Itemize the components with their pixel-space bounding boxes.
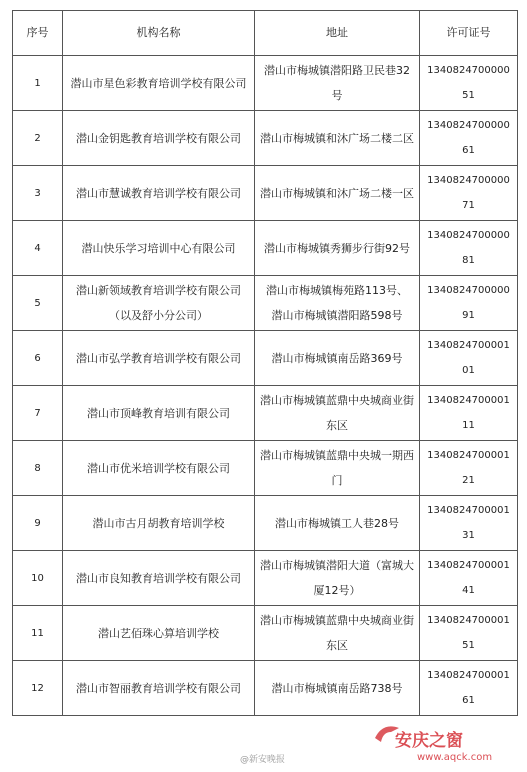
row-address-text: 潜山市梅城镇和沐广场二楼一区 [260,186,414,200]
row-no: 9 [13,496,63,551]
row-license: 134082470000101 [420,331,518,386]
row-name-text: 潜山市智丽教育培训学校有限公司 [76,681,241,695]
table-row [13,111,518,166]
row-address-text: 潜山市梅城镇南岳路369号 [271,351,403,365]
table-row [13,661,518,716]
row-address-text: 潜山市梅城镇蓝鼎中央城一期西门 [260,449,414,487]
license-table [12,10,518,716]
row-no: 4 [13,221,63,276]
table-row [13,56,518,111]
row-name-text: 潜山市古月胡教育培训学校 [92,516,225,530]
row-name [63,111,255,166]
row-name [63,166,255,221]
row-no: 1 [13,56,63,111]
row-no: 11 [13,606,63,661]
table-row [13,496,518,551]
row-license: 134082470000131 [420,496,518,551]
row-no: 10 [13,551,63,606]
table-row [13,441,518,496]
row-name [63,606,255,661]
row-license: 134082470000151 [420,606,518,661]
row-name [63,661,255,716]
site-logo-icon [365,716,515,766]
header-no: 序号 [13,11,63,56]
row-name [63,551,255,606]
table-row [13,606,518,661]
row-license: 134082470000061 [420,111,518,166]
watermark: @新安晚报 [240,755,286,765]
row-address [255,386,420,441]
row-name-text: 潜山艺佰珠心算培训学校 [98,626,219,640]
header-license: 许可证号 [420,11,518,56]
row-address-text-2: 潜山市梅城镇潜阳路598号 [271,309,403,322]
table-row [13,276,518,331]
table-row [13,331,518,386]
table-row [13,221,518,276]
row-address-text: 潜山市梅城镇潜阳路卫民巷32号 [264,64,410,102]
row-address [255,496,420,551]
row-address-text: 潜山市梅城镇和沐广场二楼二区 [260,131,414,145]
table-row [13,551,518,606]
row-license: 134082470000141 [420,551,518,606]
row-no: 7 [13,386,63,441]
row-address [255,111,420,166]
row-no: 8 [13,441,63,496]
row-address [255,331,420,386]
row-name [63,386,255,441]
row-address-text: 潜山市梅城镇蓝鼎中央城商业街东区 [260,614,414,652]
row-no: 12 [13,661,63,716]
row-name [63,56,255,111]
row-license: 134082470000161 [420,661,518,716]
row-address [255,56,420,111]
row-name-text: 潜山快乐学习培训中心有限公司 [81,241,236,255]
row-name-text: 潜山市优米培训学校有限公司 [87,461,230,475]
row-no: 2 [13,111,63,166]
row-address-text: 潜山市梅城镇蓝鼎中央城商业街东区 [260,394,414,432]
row-address-text: 潜山市梅城镇工人巷28号 [275,516,399,530]
row-address [255,221,420,276]
row-name-text: 潜山新领域教育培训学校有限公司 [76,284,241,297]
row-name [63,221,255,276]
row-license: 134082470000111 [420,386,518,441]
row-address [255,166,420,221]
row-name-text: 潜山市良知教育培训学校有限公司 [76,571,241,585]
row-no: 5 [13,276,63,331]
row-address [255,276,420,331]
row-name-text: 潜山金钥匙教育培训学校有限公司 [76,131,241,145]
row-no: 3 [13,166,63,221]
logo-url: www.aqck.com [417,752,493,763]
row-license: 134082470000071 [420,166,518,221]
row-name-note: （以及舒小分公司） [109,309,208,322]
header-name: 机构名称 [63,11,255,56]
row-name-text: 潜山市弘学教育培训学校有限公司 [76,351,241,365]
row-license: 134082470000121 [420,441,518,496]
row-address [255,551,420,606]
row-name [63,441,255,496]
row-address-text: 潜山市梅城镇秀狮步行街92号 [264,241,410,255]
row-address-text: 潜山市梅城镇潜阳大道（富城大厦12号） [260,559,414,597]
row-no: 6 [13,331,63,386]
row-address [255,661,420,716]
table-header-row [13,11,518,56]
row-license: 134082470000081 [420,221,518,276]
row-address-text: 潜山市梅城镇梅苑路113号、 [266,284,408,297]
row-name [63,496,255,551]
table-row [13,386,518,441]
row-name-text: 潜山市慧诚教育培训学校有限公司 [76,186,241,200]
row-name-text: 潜山市顶峰教育培训有限公司 [87,406,230,420]
row-address [255,606,420,661]
row-license: 134082470000091 [420,276,518,331]
row-address [255,441,420,496]
row-name-text: 潜山市星色彩教育培训学校有限公司 [70,76,247,90]
row-name [63,331,255,386]
row-name [63,276,255,331]
logo-text: 安庆之窗 [395,731,463,751]
row-address-text: 潜山市梅城镇南岳路738号 [271,681,403,695]
table-row [13,166,518,221]
row-license: 134082470000051 [420,56,518,111]
header-address: 地址 [255,11,420,56]
